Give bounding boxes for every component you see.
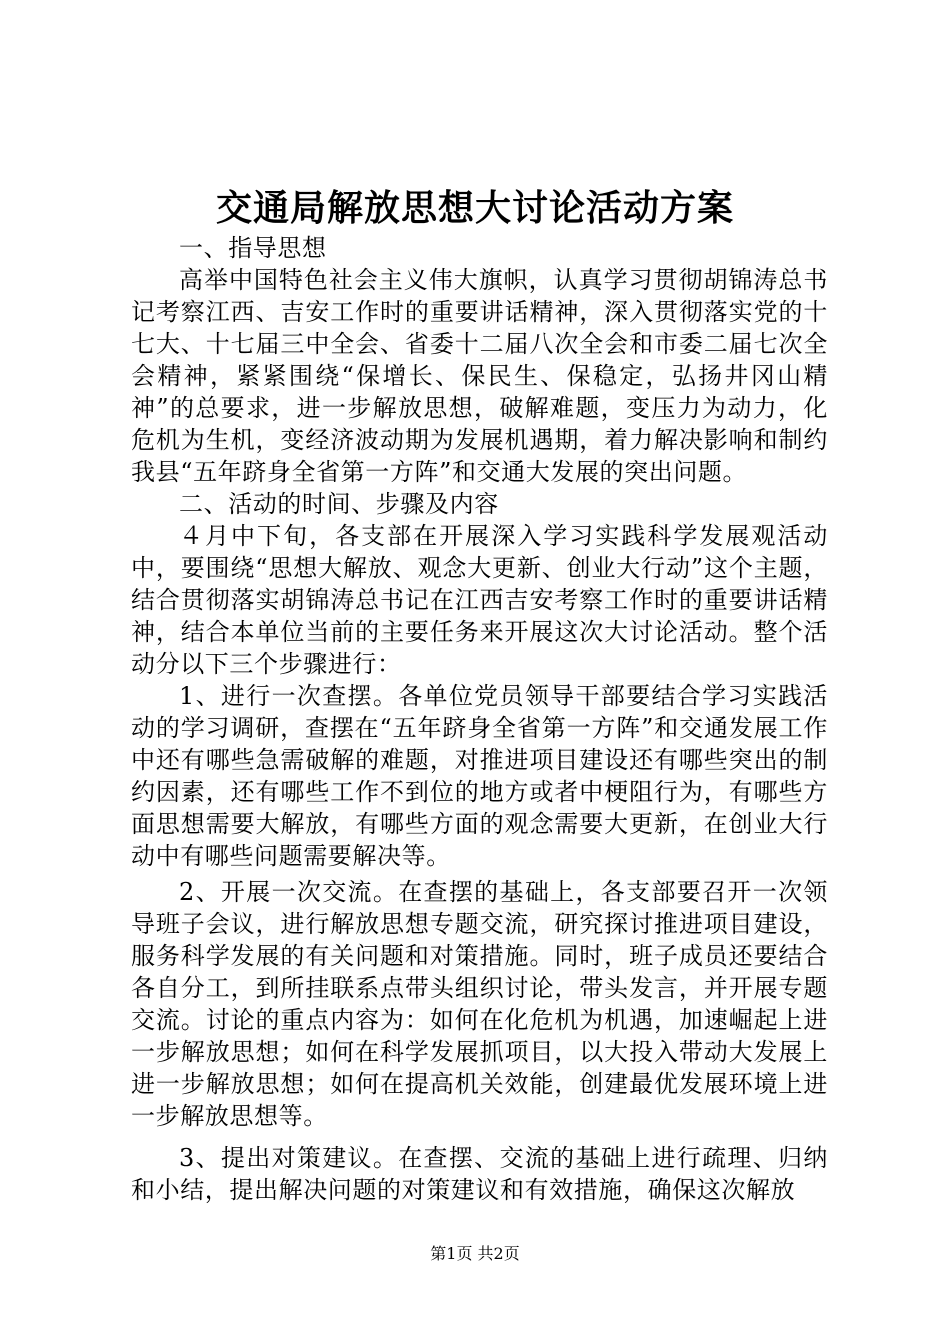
document-title: 交通局解放思想大讨论活动方案 [215, 187, 734, 229]
paragraph-guiding-thought: 高举中国特色社会主义伟大旗帜，认真学习贯彻胡锦涛总书记考察江西、吉安工作时的重要讲话精神，深入贯彻落实党的十七大、十七届三中全会、省委十二届八次全会和市委二届七次全会精神，紧紧围绕“保增长、保民生、保稳定，弘扬井冈山精神”的总要求，进一步解放思想，破解难题，变压力为动力，化危机为生机，变经济波动期为发展机遇期，着力解决影响和制约我县“五年跻身全省第一方阵”和交通大发展的突出问题。 [131, 266, 828, 486]
paragraph-step-3: 3、提出对策建议。在查摆、交流的基础上进行疏理、归纳和小结，提出解决问题的对策建议和有效措施，确保这次解放 [131, 1144, 828, 1204]
paragraph-activity-intro: ４月中下旬，各支部在开展深入学习实践科学发展观活动中，要围绕“思想大解放、观念大更新、创业大行动”这个主题，结合贯彻落实胡锦涛总书记在江西吉安考察工作时的重要讲话精神，结合本单位当前的主要任务来开展这次大讨论活动。整个活动分以下三个步骤进行： [131, 522, 828, 678]
paragraph-step-1: 1、进行一次查摆。各单位党员领导干部要结合学习实践活动的学习调研，查摆在“五年跻身全省第一方阵”和交通发展工作中还有哪些急需破解的难题，对推进项目建设还有哪些突出的制约因素，还有哪些工作不到位的地方或者中梗阻行为，有哪些方面思想需要大解放，有哪些方面的观念需要大更新，在创业大行动中有哪些问题需要解决等。 [131, 682, 828, 870]
section-heading-guiding-thought: 一、指导思想 [179, 234, 327, 262]
section-heading-time-steps-content: 二、活动的时间、步骤及内容 [179, 490, 499, 518]
document-body [131, 232, 828, 1206]
paragraph-step-2: 2、开展一次交流。在查摆的基础上，各支部要召开一次领导班子会议，进行解放思想专题交流，研究探讨推进项目建设，服务科学发展的有关问题和对策措施。同时，班子成员还要结合各自分工，到所挂联系点带头组织讨论，带头发言，并开展专题交流。讨论的重点内容为：如何在化危机为机遇，加速崛起上进一步解放思想；如何在科学发展抓项目，以大投入带动大发展上进一步解放思想；如何在提高机关效能，创建最优发展环境上进一步解放思想等。 [131, 878, 828, 1130]
page-number-footer: 第1页 共2页 [430, 1244, 520, 1263]
